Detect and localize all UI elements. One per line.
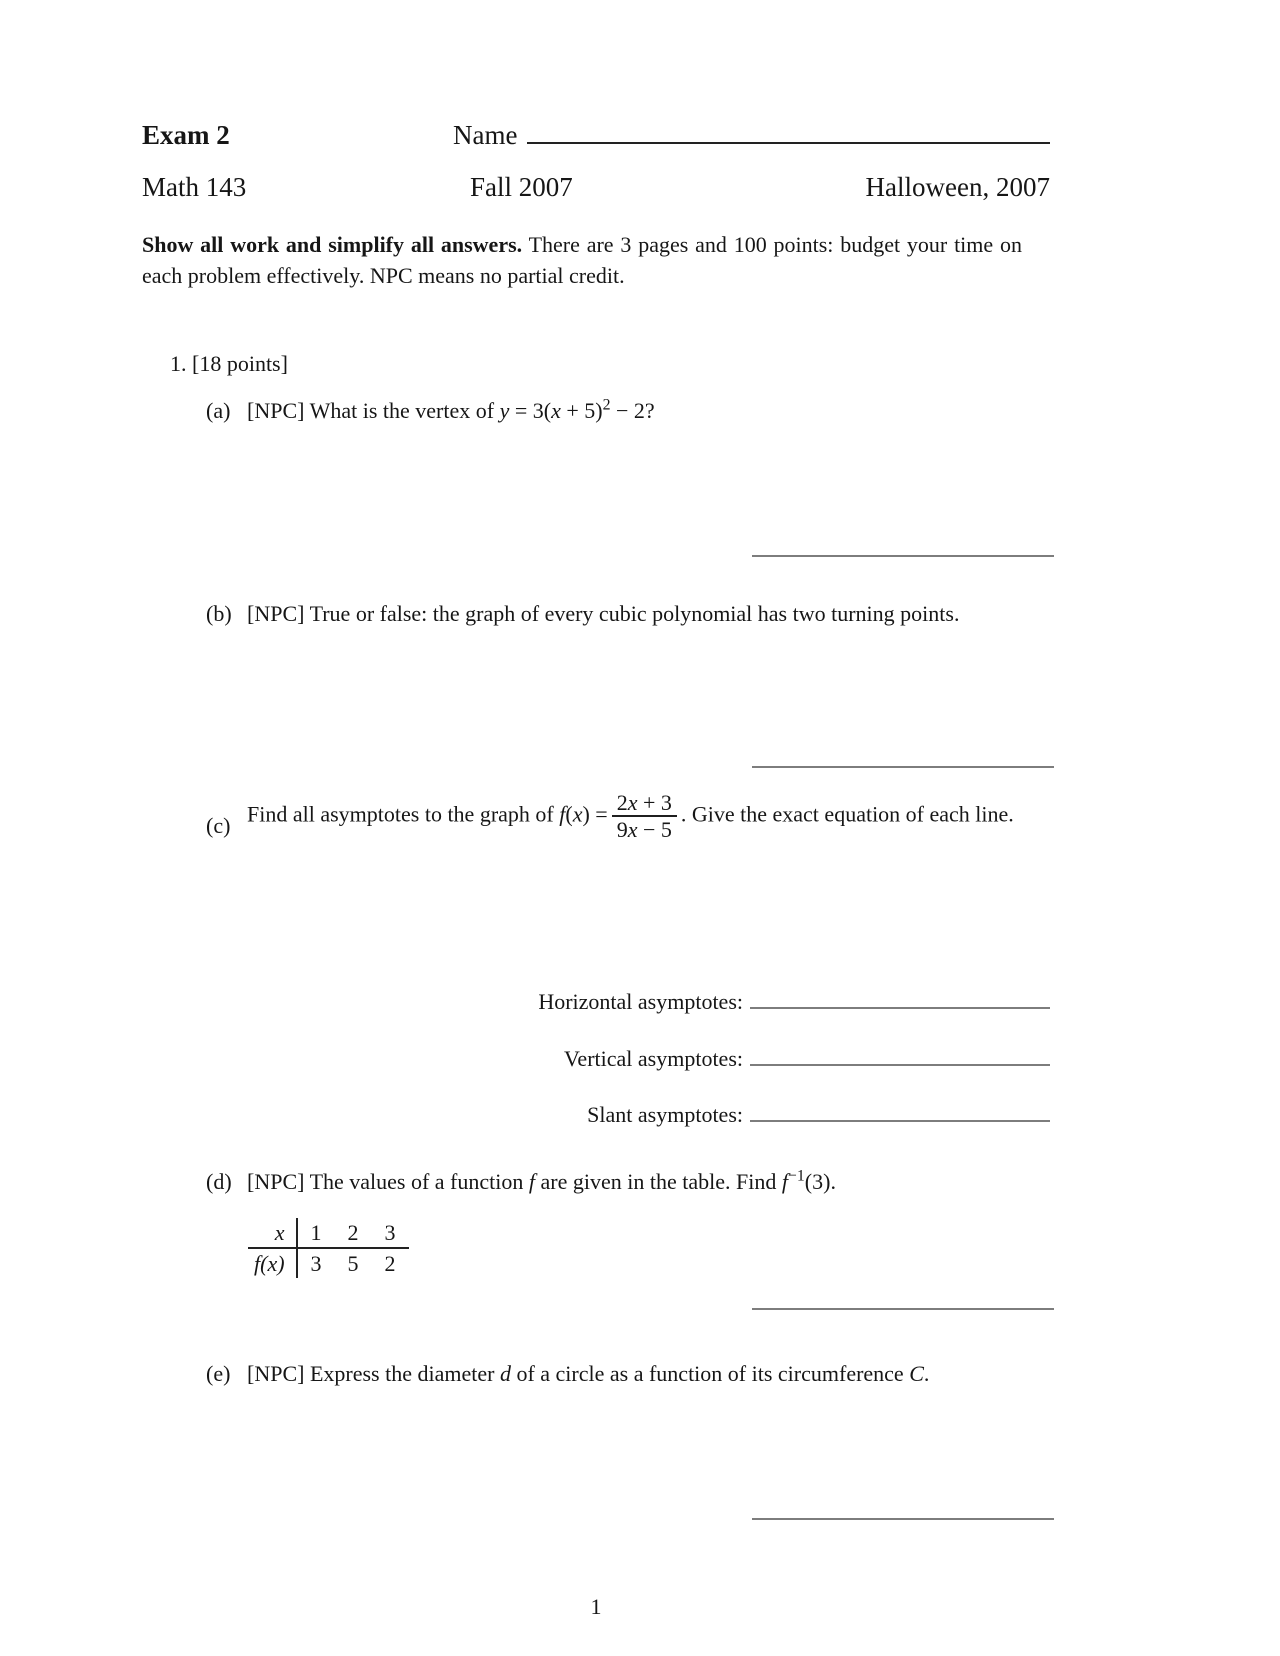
math-paren-open: (: [565, 801, 573, 827]
part-b-label: (b): [206, 601, 232, 626]
den-var: x: [627, 817, 638, 843]
part-a-prompt: What is the vertex of: [309, 398, 495, 423]
math-period: .: [680, 801, 687, 827]
math-equals: ) =: [582, 801, 608, 827]
part-e-prompt1: Express the diameter: [309, 1361, 495, 1386]
header-row-2: [142, 170, 1050, 210]
table-header-x: x: [248, 1218, 297, 1248]
part-a-label: (a): [206, 398, 231, 423]
math-func-f: f: [559, 801, 566, 827]
part-d-prompt1: The values of a function: [309, 1169, 524, 1194]
instructions-paragraph: [142, 229, 1022, 291]
horizontal-asymptotes-blank: [750, 1007, 1050, 1009]
num-rest: + 3: [637, 790, 672, 815]
name-blank-line: [527, 142, 1050, 144]
math-fraction: [612, 790, 677, 843]
math-plus5: + 5): [560, 398, 603, 423]
math-func-f-inverse: f: [781, 1169, 788, 1194]
vertical-asymptotes-blank: [750, 1064, 1050, 1066]
inverse-exponent: −1: [787, 1167, 805, 1185]
answer-line-b: [752, 766, 1054, 768]
part-d-prompt3: (3).: [804, 1169, 836, 1194]
math-var-y: y: [499, 398, 510, 423]
part-c-prompt3: each line.: [929, 801, 1014, 827]
den-rest: − 5: [637, 817, 672, 843]
den-coef: 9: [616, 817, 628, 843]
part-e-text: [247, 1359, 1051, 1388]
npc-tag: [NPC]: [247, 398, 305, 423]
math-var-d: d: [499, 1361, 511, 1386]
slant-asymptotes-blank: [750, 1120, 1050, 1122]
part-d-text: [247, 1167, 1051, 1196]
math-exponent: 2: [602, 396, 611, 414]
part-a: [206, 396, 1050, 425]
fraction-numerator: [612, 790, 677, 815]
date-label: Halloween, 2007: [865, 172, 1050, 202]
header-row-1: [142, 118, 1050, 154]
vertical-asymptotes-label: Vertical asymptotes:: [563, 1046, 743, 1071]
math-eq: = 3(: [509, 398, 552, 423]
math-var-C: C: [909, 1361, 924, 1386]
part-d-prompt2: are given in the table. Find: [540, 1169, 777, 1194]
part-e-label: (e): [206, 1361, 231, 1386]
slant-asymptotes-row: [142, 1101, 1050, 1128]
part-d-label: (d): [206, 1169, 232, 1194]
problem-points: [18 points]: [192, 351, 288, 376]
table-cell: 2: [384, 1251, 396, 1276]
part-c-prompt: Find all asymptotes to the graph of: [247, 801, 554, 827]
table-cell: 3: [372, 1218, 409, 1248]
math-var-x: x: [551, 398, 561, 423]
part-b: [206, 599, 1050, 628]
part-c-prompt2: Give the exact equation of: [691, 801, 925, 827]
answer-line-e: [752, 1518, 1054, 1520]
npc-tag: [NPC]: [247, 1361, 305, 1386]
course-label: Math 143: [142, 172, 247, 202]
horizontal-asymptotes-row: [142, 988, 1050, 1015]
num-coef: 2: [616, 790, 628, 815]
table-cell: 5: [347, 1251, 359, 1276]
part-e-prompt2: of a circle as a function of its circumference: [516, 1361, 904, 1386]
math-tail: − 2?: [610, 398, 655, 423]
num-var: x: [627, 790, 638, 815]
answer-line-d: [752, 1308, 1054, 1310]
part-e: [206, 1359, 1050, 1388]
answer-line-a: [752, 555, 1054, 557]
problem-number: 1.: [170, 351, 187, 376]
slant-asymptotes-label: Slant asymptotes:: [587, 1102, 743, 1127]
table-row-x: [248, 1218, 409, 1248]
npc-tag: [NPC]: [247, 601, 305, 626]
npc-tag: [NPC]: [247, 1169, 305, 1194]
part-b-prompt: True or false: the graph of every cubic polynomial has two turning points.: [309, 601, 960, 626]
problem-1-heading: [170, 349, 288, 378]
table-header-fx: f(x): [248, 1248, 297, 1278]
part-a-text: [247, 396, 1051, 425]
vertical-asymptotes-row: [142, 1045, 1050, 1072]
function-values-table: [248, 1218, 409, 1278]
horizontal-asymptotes-label: Horizontal asymptotes:: [538, 989, 743, 1014]
fraction-denominator: [612, 815, 677, 842]
exam-title: Exam 2: [142, 120, 230, 150]
part-b-text: [247, 599, 1051, 628]
part-c-text: [247, 790, 1059, 843]
math-func-f: f: [528, 1169, 535, 1194]
term-label: Fall 2007: [470, 172, 573, 202]
table-cell: 2: [335, 1218, 372, 1248]
part-c: [206, 790, 1050, 843]
instructions-bold: Show all work and simplify all answers.: [142, 232, 523, 257]
math-var-x: x: [572, 801, 583, 827]
page-number: 1: [590, 1594, 602, 1619]
name-label: Name: [453, 120, 518, 150]
table-cell: 3: [310, 1251, 322, 1276]
part-d: [206, 1167, 1050, 1196]
part-c-label: (c): [206, 813, 231, 838]
instructions-body: There are 3 pages and 100 points: budget your time on each problem effectively. NPC means no partial credit.: [142, 232, 1022, 288]
part-e-period: .: [923, 1361, 930, 1386]
table-cell: 1: [297, 1218, 335, 1248]
table-row-fx: [248, 1248, 409, 1278]
